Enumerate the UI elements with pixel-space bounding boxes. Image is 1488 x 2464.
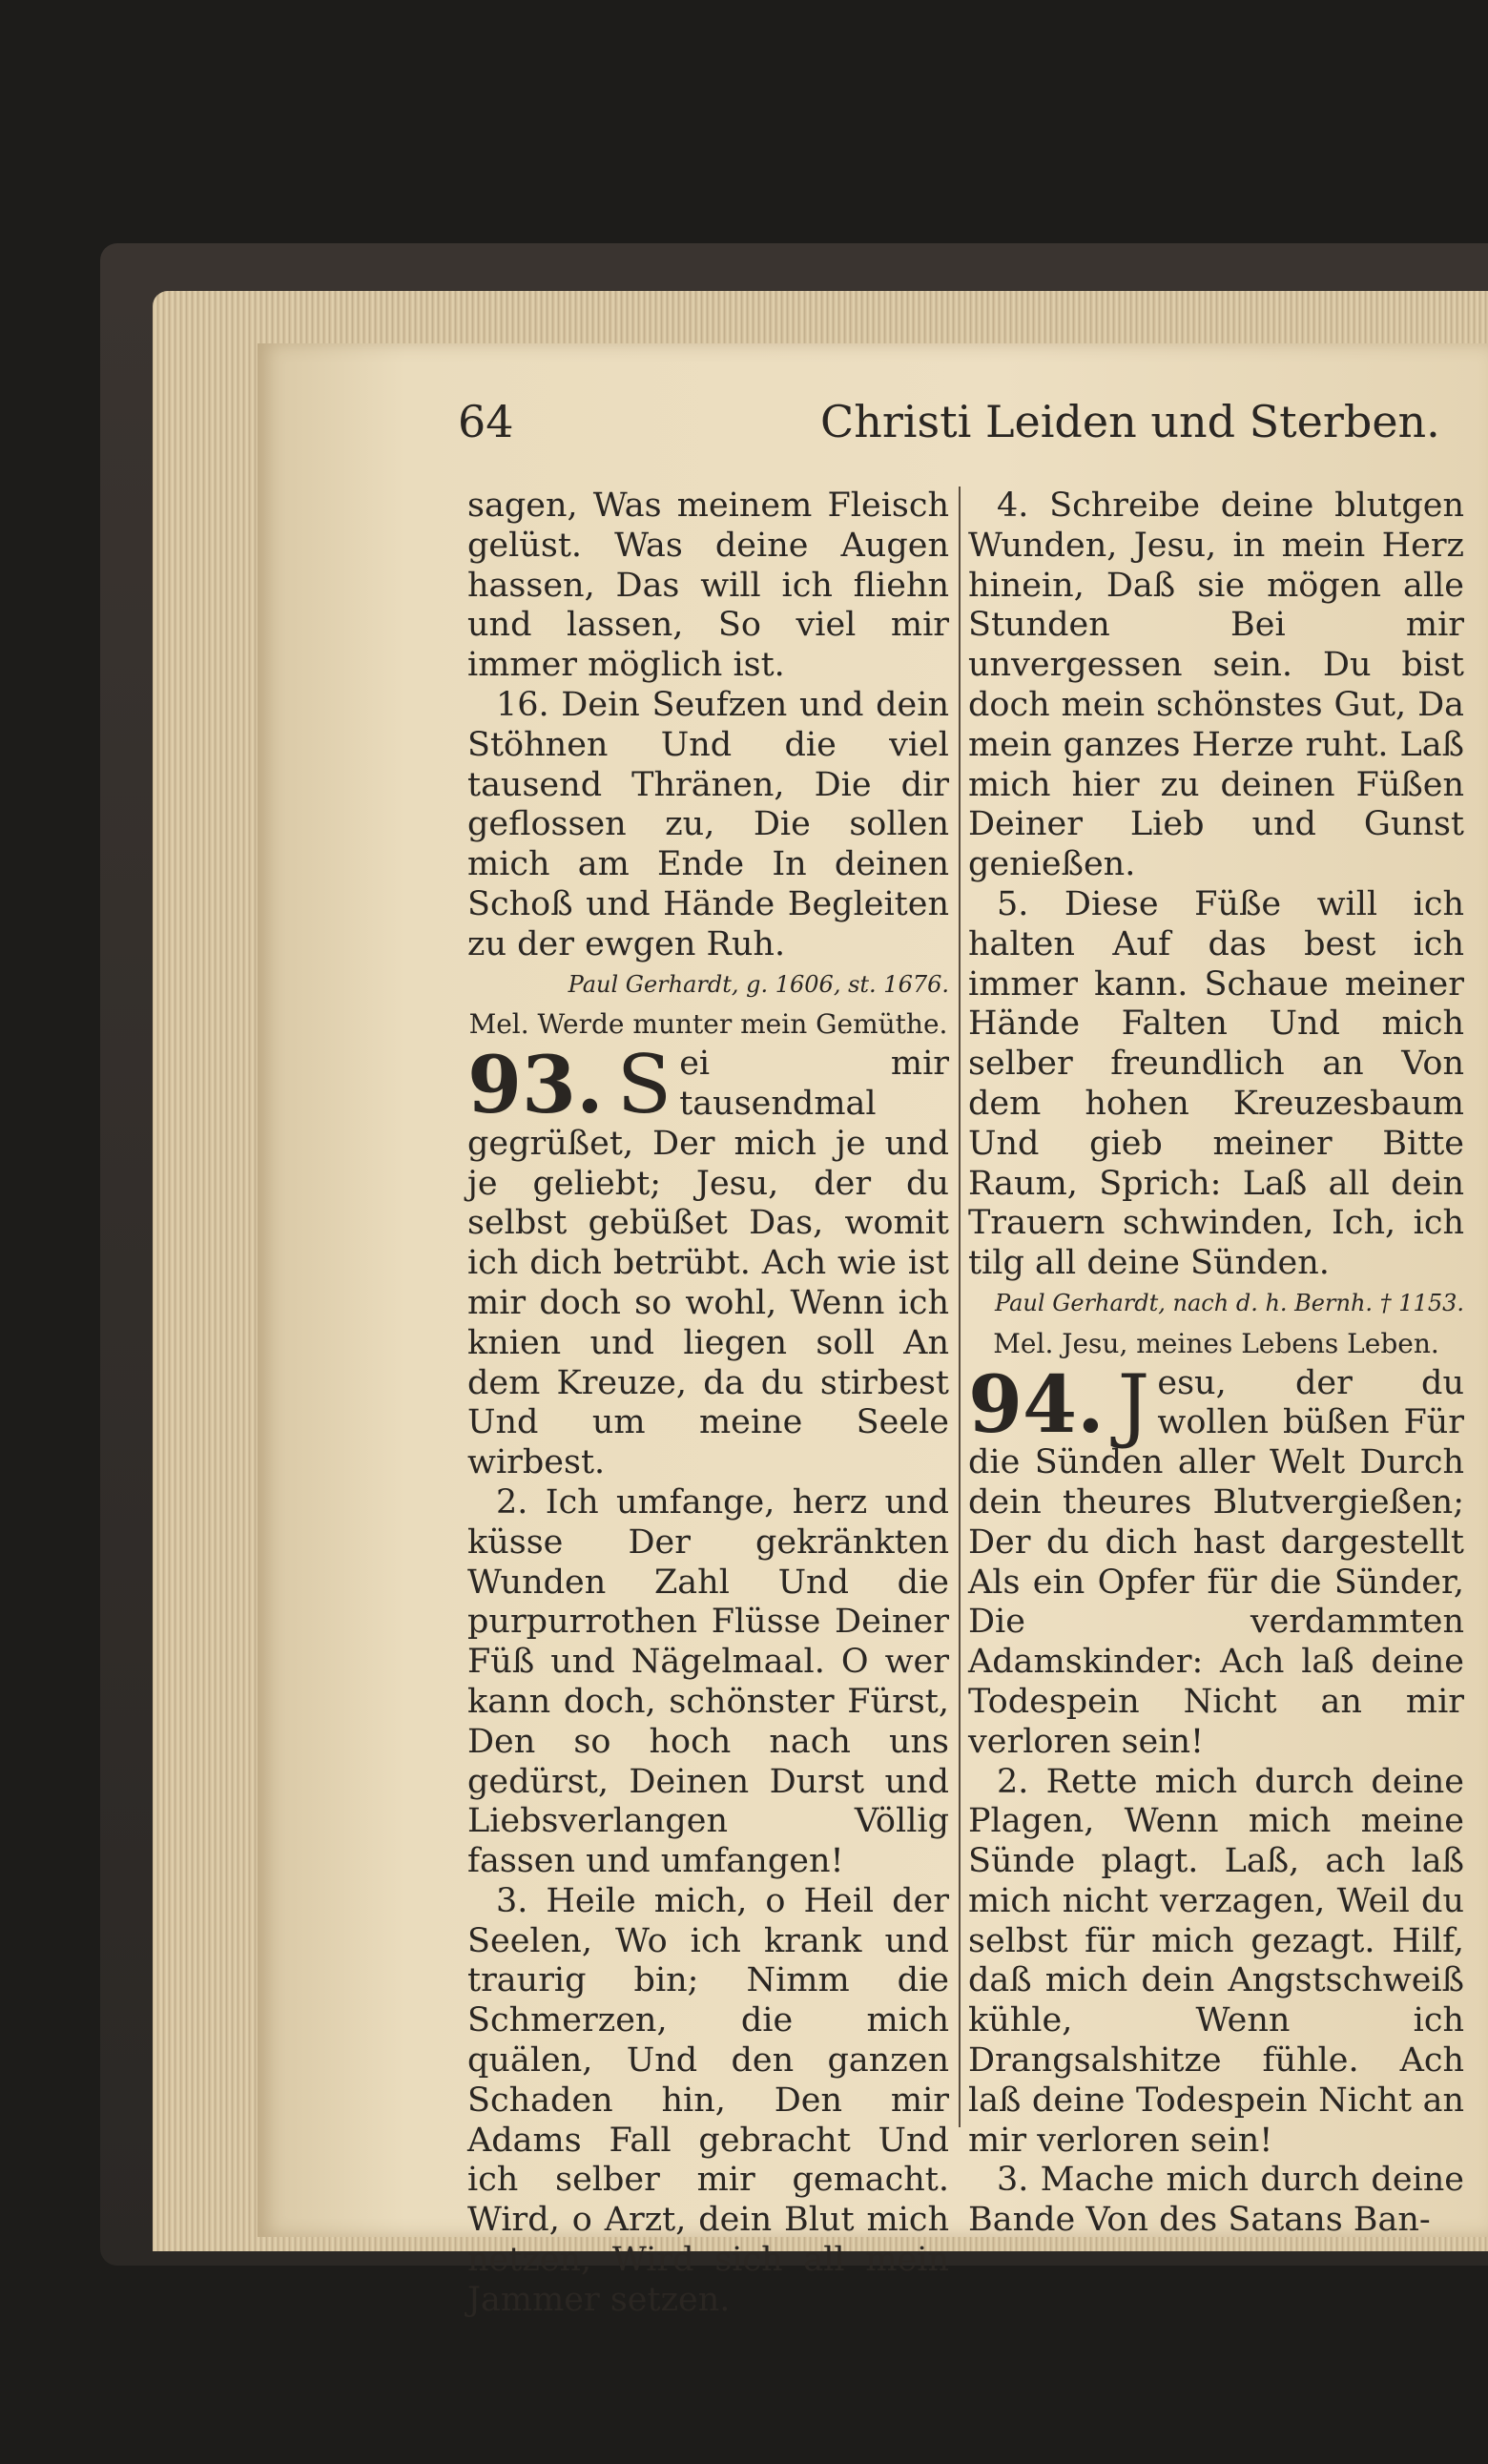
left-column [467, 487, 949, 2321]
hymn-94-start [968, 1356, 1464, 1763]
running-title: Christi Leiden und Sterben. [820, 396, 1440, 447]
column-divider [959, 487, 961, 2127]
hymn-94-verse-2: 2. Rette mich durch deine Plagen, Wenn mich meine Sünde plagt. Laß, ach laß mich nicht verzagen, Weil du selbst für mich gezagt. Hilf, daß mich dein Angstschweiß kühle, Wenn ich Drangsalshitze fühle. Ach laß deine Todespein Nicht an mir verloren sein! [968, 1762, 1464, 2160]
verse-16: 16. Dein Seufzen und dein Stöhnen Und die viel tausend Thränen, Die dir geflossen zu, Die sollen mich am Ende In deinen Schoß und Hände Begleiten zu der ewgen Ruh. [467, 685, 949, 963]
hymn-94-verse-3-start: 3. Mache mich durch deine Bande Von des Satans Ban- [968, 2161, 1464, 2240]
continuation-text: sagen, Was meinem Fleisch gelüst. Was deine Augen hassen, Das will ich fliehn und lassen, So viel mir immer möglich ist. [467, 487, 949, 685]
page-header [458, 396, 1450, 463]
hymn-93-number: 93. [467, 1040, 604, 1132]
hymn-93-verse-5: 5. Diese Füße will ich halten Auf das best ich immer kann. Schaue meiner Hände Falten Und mich selber freundlich an Von dem hohen Kreuzesbaum Und gieb meiner Bitte Raum, Sprich: Laß all dein Trauern schwinden, Ich, ich tilg all deine Sünden. [968, 884, 1464, 1283]
hymn-93-verse-3: 3. Heile mich, o Heil der Seelen, Wo ich krank und traurig bin; Nimm die Schmerzen, die mich quälen, Und den ganzen Schaden hin, Den mir Adams Fall gebracht Und ich selber mir gemacht. Wird, o Arzt, dein Blut mich netzen, Wird sich all mein Jammer setzen. [467, 1881, 949, 2319]
attribution-92: Paul Gerhardt, g. 1606, st. 1676. [568, 970, 949, 998]
hymn-94-dropcap: J [1117, 1356, 1150, 1451]
melody-93: Mel. Werde munter mein Gemüthe. [468, 1008, 948, 1041]
hymn-93-verse-1: ei mir tausendmal gegrüßet, Der mich je und je geliebt; Jesu, der du selbst gebüßet Das, womit ich dich betrübt. Ach wie ist mir doch so wohl, Wenn ich knien und liegen soll An dem Kreuze, da du stirbest Und um meine Seele wirbest. [467, 1045, 949, 1482]
hymn-93-start [467, 1038, 949, 1483]
hymn-93-dropcap: S [616, 1038, 672, 1132]
right-column [968, 487, 1464, 2241]
hymn-93-verse-4: 4. Schreibe deine blutgen Wunden, Jesu, in mein Herz hinein, Daß sie mögen alle Stunden Bei mir unvergessen sein. Du bist doch mein schönstes Gut, Da mein ganzes Herze ruht. Laß mich hier zu deinen Füßen Deiner Lieb und Gunst genießen. [968, 487, 1464, 884]
attribution-93: Paul Gerhardt, nach d. h. Bernh. † 1153. [995, 1289, 1464, 1316]
book-page [258, 343, 1488, 2319]
page-number: 64 [458, 396, 514, 447]
melody-94: Mel. Jesu, meines Lebens Leben. [993, 1327, 1439, 1359]
hymn-94-number: 94. [968, 1358, 1105, 1451]
hymn-94-verse-1: esu, der du wollen büßen Für die Sünden aller Welt Durch dein theures Blutvergießen; Der du dich hast dargestellt Als ein Opfer für die Sünder, Die verdammten Adamskinder: Ach laß deine Todespein Nicht an mir verloren sein! [968, 1363, 1464, 1761]
hymn-93-verse-2: 2. Ich umfange, herz und küsse Der gekränkten Wunden Zahl Und die purpurrothen Flüsse Deiner Füß und Nägelmaal. O wer kann doch, schönster Fürst, Den so hoch nach uns gedürst, Deinen Durst und Liebsverlangen Völlig fassen und umfangen! [467, 1482, 949, 1881]
